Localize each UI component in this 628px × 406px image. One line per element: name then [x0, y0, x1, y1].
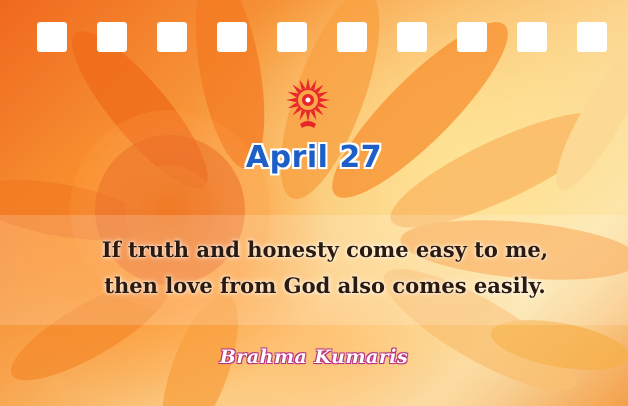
punch-hole [37, 22, 67, 52]
calendar-date: April 27 [245, 140, 383, 175]
punch-hole [217, 22, 247, 52]
punch-hole [397, 22, 427, 52]
calendar-punch-holes [0, 22, 628, 52]
punch-hole [277, 22, 307, 52]
quote-line: then love from God also comes easily. [104, 273, 546, 298]
brahma-kumaris-logo-icon [284, 74, 332, 130]
quote-line: If truth and honesty come easy to me, [101, 237, 549, 262]
brand-signature: Brahma Kumaris [219, 346, 409, 368]
punch-hole [577, 22, 607, 52]
daily-quote [60, 232, 590, 304]
punch-hole [337, 22, 367, 52]
punch-hole [97, 22, 127, 52]
punch-hole [157, 22, 187, 52]
punch-hole [457, 22, 487, 52]
punch-hole [517, 22, 547, 52]
